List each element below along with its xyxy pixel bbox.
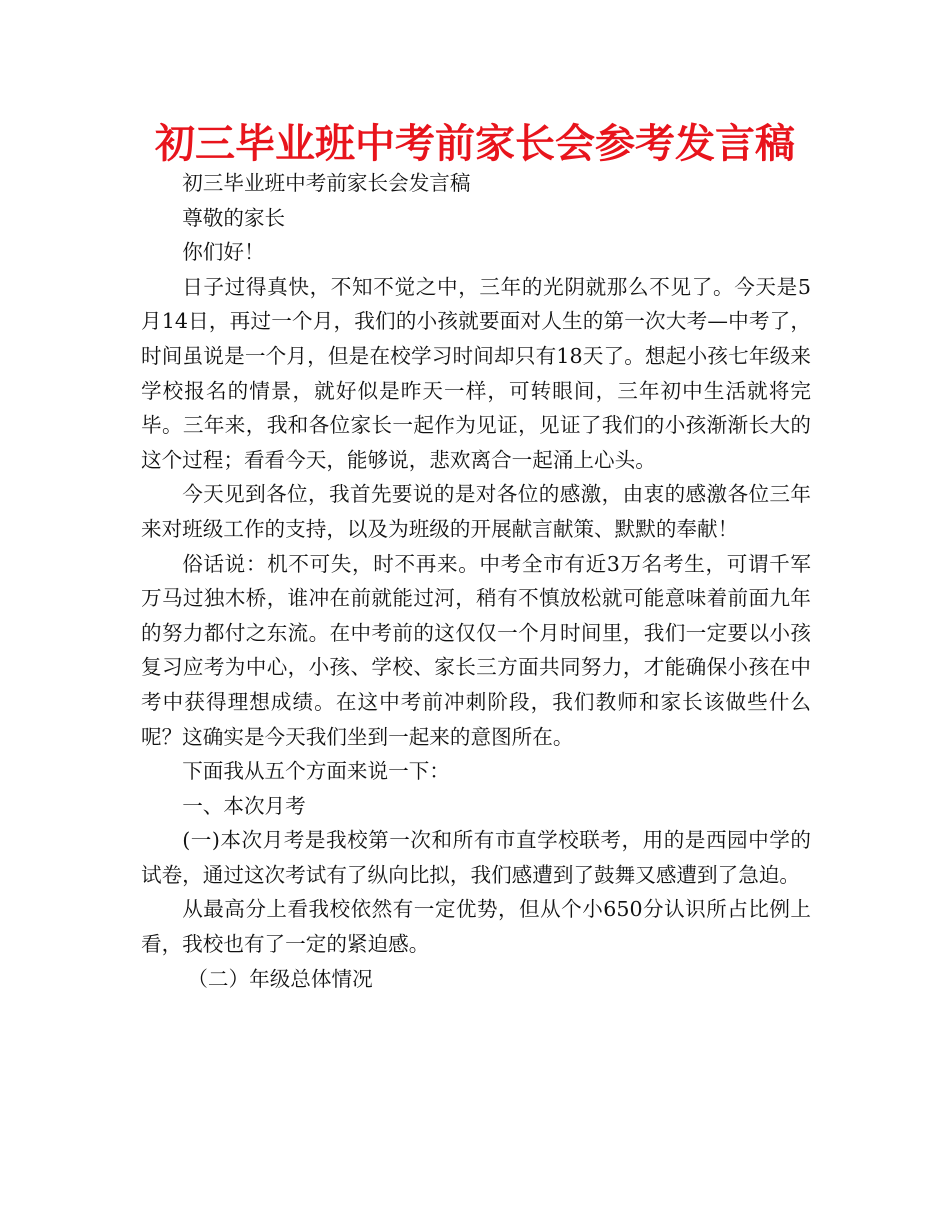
subsection-heading: （二）年级总体情况 [187, 966, 373, 991]
document-body [141, 166, 811, 996]
greeting-paragraph: 你们好！ [182, 240, 265, 265]
body-paragraph: 今天见到各位，我首先要说的是对各位的感激，由衷的感激各位三年来对班级工作的支持，以及为班级的开展献言献策、默默的奉献！ [141, 482, 811, 541]
section-heading: 一、本次月考 [182, 793, 306, 818]
body-heading-paragraph: 初三毕业班中考前家长会发言稿 [182, 171, 471, 195]
body-paragraph: 日子过得真快，不知不觉之中，三年的光阴就那么不见了。今天是5月14日，再过一个月，我们的小孩就要面对人生的第一次大考—中考了，时间虽说是一个月，但是在校学习时间却只有18天了。想起小孩七年级来学校报名的情景，就好似是昨天一样，可转眼间，三年初中生活就将完毕。三年来，我和各位家长一起作为见证，见证了我们的小孩渐渐长大的这个过程；看看今天，能够说，悲欢离合一起涌上心头。 [141, 274, 811, 472]
body-paragraph: 从最高分上看我校依然有一定优势，但从个小650分认识所占比例上看，我校也有了一定的紧迫感。 [141, 897, 811, 957]
body-paragraph: 俗话说：机不可失，时不再来。中考全市有近3万名考生，可谓千军万马过独木桥，谁冲在前就能过河，稍有不慎放松就可能意味着前面九年的努力都付之东流。在中考前的这仅仅一个月时间里，我们一定要以小孩复习应考为中心，小孩、学校、家长三方面共同努力，才能确保小孩在中考中获得理想成绩。在这中考前冲刺阶段，我们教师和家长该做些什么呢？这确实是今天我们坐到一起来的意图所在。 [141, 551, 811, 749]
document-title: 初三毕业班中考前家长会参考发言稿 [155, 121, 795, 167]
salutation-paragraph: 尊敬的家长 [182, 205, 286, 230]
body-paragraph: (一)本次月考是我校第一次和所有市直学校联考，用的是西园中学的试卷，通过这次考试有了纵向比拟，我们感遭到了鼓舞又感遭到了急迫。 [141, 828, 811, 887]
body-paragraph: 下面我从五个方面来说一下： [182, 759, 450, 784]
